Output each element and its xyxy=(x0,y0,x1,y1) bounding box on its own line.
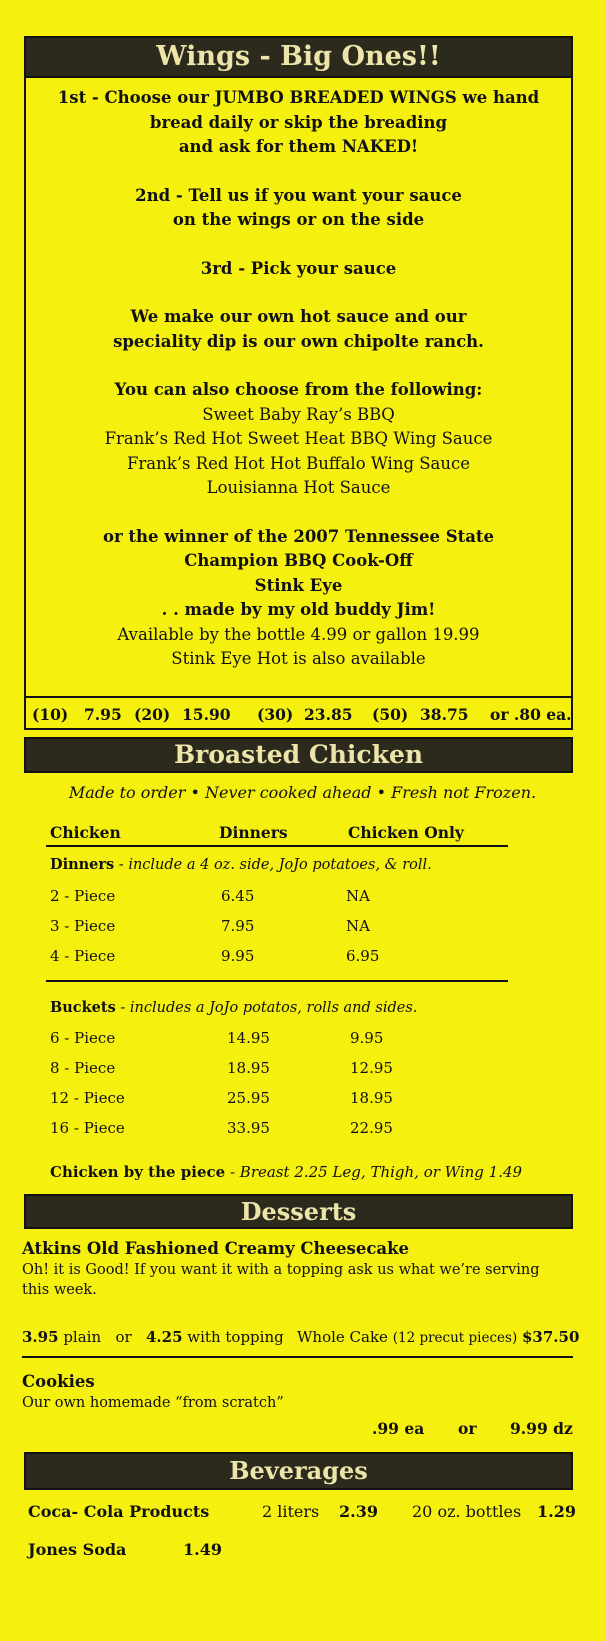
dinner-row-name: 4 - Piece xyxy=(50,947,116,965)
cheesecake-desc-line2: this week. xyxy=(22,1282,97,1298)
chicken-by-piece: Chicken by the piece - Breast 2.25 Leg, Thigh, or Wing 1.49 xyxy=(50,1163,523,1181)
whole-cake xyxy=(297,1328,579,1346)
coke-2l-label: 2 liters xyxy=(262,1502,320,1521)
bucket-row-price: 25.95 xyxy=(227,1089,270,1107)
jones-price: 1.49 xyxy=(183,1540,222,1559)
dinner-row-only: 6.95 xyxy=(346,947,380,965)
sauce-item: Louisianna Hot Sauce xyxy=(206,478,391,497)
plain-price: 3.95 xyxy=(22,1328,59,1346)
header-chicken-only: Chicken Only xyxy=(348,823,464,842)
broasted-title: Broasted Chicken xyxy=(24,737,573,773)
bucket-row-only: 18.95 xyxy=(350,1089,393,1107)
topping-label: with topping xyxy=(187,1328,284,1346)
bucket-row-name: 6 - Piece xyxy=(50,1029,116,1047)
bucket-row-name: 8 - Piece xyxy=(50,1059,116,1077)
broasted-tagline: Made to order • Never cooked ahead • Fresh not Frozen. xyxy=(68,783,537,802)
dinner-row-name: 3 - Piece xyxy=(50,917,116,935)
jones-name: Jones Soda xyxy=(28,1540,127,1559)
coke-2l-price: 2.39 xyxy=(339,1502,378,1521)
desserts-rule xyxy=(22,1356,573,1358)
dinner-row-only: NA xyxy=(346,887,370,905)
price-20: 15.90 xyxy=(182,705,231,724)
qty-20: (20) xyxy=(134,705,171,724)
whole-price: $37.50 xyxy=(522,1328,580,1346)
bucket-row-price: 33.95 xyxy=(227,1119,270,1137)
choose-heading: You can also choose from the following: xyxy=(114,380,483,399)
dinner-row-price: 7.95 xyxy=(221,917,255,935)
header-dinners: Dinners xyxy=(219,823,288,842)
bucket-row-name: 12 - Piece xyxy=(50,1089,125,1107)
dinner-row-price: 6.45 xyxy=(221,887,255,905)
beverages-title: Beverages xyxy=(24,1452,573,1490)
coke-20-label: 20 oz. bottles xyxy=(412,1502,522,1521)
qty-10: (10) xyxy=(32,705,69,724)
bucket-row-price: 14.95 xyxy=(227,1029,270,1047)
bucket-row-price: 18.95 xyxy=(227,1059,270,1077)
cookies-desc: Our own homemade “from scratch” xyxy=(22,1395,284,1411)
wings-price-strip xyxy=(24,696,573,732)
winner-line4: . . made by my old buddy Jim! xyxy=(161,600,436,619)
plain-label: plain xyxy=(63,1328,102,1346)
buckets-heading: Buckets - includes a JoJo potatos, rolls and sides. xyxy=(50,999,418,1016)
wings-section xyxy=(24,36,573,730)
wings-step1-line1: 1st - Choose our JUMBO BREADED WINGS we hand xyxy=(57,88,540,107)
price-each: or .80 ea. xyxy=(490,705,572,724)
wings-step2-line2: on the wings or on the side xyxy=(172,210,425,229)
dinners-heading: Dinners - include a 4 oz. side, JoJo potatoes, & roll. xyxy=(50,856,432,873)
wings-step2-line1: 2nd - Tell us if you want your sauce xyxy=(135,185,462,205)
hot-line: Stink Eye Hot is also available xyxy=(171,649,426,668)
price-10: 7.95 xyxy=(84,705,122,724)
or-text: or xyxy=(115,1328,132,1346)
wings-step1-line3: and ask for them NAKED! xyxy=(178,137,419,156)
coke-name: Coca- Cola Products xyxy=(28,1502,210,1521)
bottle-line: Available by the bottle 4.99 or gallon 19.99 xyxy=(117,624,480,644)
sauce-item: Frank’s Red Hot Sweet Heat BBQ Wing Sauce xyxy=(104,429,493,448)
header-chicken: Chicken xyxy=(50,823,121,842)
dinner-row-only: NA xyxy=(346,917,370,935)
own-sauce-line2: speciality dip is our own chipolte ranch. xyxy=(113,331,484,351)
winner-line2: Champion BBQ Cook-Off xyxy=(184,551,413,570)
wings-step1-line2: bread daily or skip the breading xyxy=(149,112,448,132)
topping-price: 4.25 xyxy=(145,1328,183,1346)
cheesecake-prices xyxy=(22,1328,284,1346)
dinner-row-name: 2 - Piece xyxy=(50,887,116,905)
desserts-title: Desserts xyxy=(24,1194,573,1229)
qty-50: (50) xyxy=(372,705,409,724)
price-30: 23.85 xyxy=(304,705,353,724)
winner-line1: or the winner of the 2007 Tennessee State xyxy=(102,526,495,546)
wings-step3: 3rd - Pick your sauce xyxy=(200,258,397,278)
dinner-row-price: 9.95 xyxy=(221,947,255,965)
whole-label: Whole Cake xyxy=(297,1328,388,1346)
qty-30: (30) xyxy=(257,705,294,724)
cookie-or: or xyxy=(458,1419,477,1438)
own-sauce-line1: We make our own hot sauce and our xyxy=(130,307,467,326)
coke-20-price: 1.29 xyxy=(537,1502,576,1521)
cookie-dozen: 9.99 dz xyxy=(510,1419,573,1438)
sauce-item: Sweet Baby Ray’s BBQ xyxy=(202,404,395,424)
cheesecake-desc-line1: Oh! it is Good! If you want it with a topping ask us what we’re serving xyxy=(22,1262,540,1278)
bucket-row-only: 9.95 xyxy=(350,1029,384,1047)
wings-title: Wings - Big Ones!! xyxy=(24,36,573,78)
whole-note: (12 precut pieces) xyxy=(392,1330,518,1346)
dinners-rule xyxy=(46,980,508,982)
bucket-row-only: 12.95 xyxy=(350,1059,393,1077)
bucket-row-name: 16 - Piece xyxy=(50,1119,125,1137)
cookie-each: .99 ea xyxy=(372,1419,425,1438)
cheesecake-name: Atkins Old Fashioned Creamy Cheesecake xyxy=(22,1239,410,1258)
sauce-item: Frank’s Red Hot Hot Buffalo Wing Sauce xyxy=(126,453,471,473)
header-rule xyxy=(46,845,508,847)
wings-description xyxy=(26,86,571,672)
cookies-name: Cookies xyxy=(22,1372,95,1391)
winner-line3: Stink Eye xyxy=(254,575,343,595)
price-50: 38.75 xyxy=(420,705,469,724)
bucket-row-only: 22.95 xyxy=(350,1119,393,1137)
